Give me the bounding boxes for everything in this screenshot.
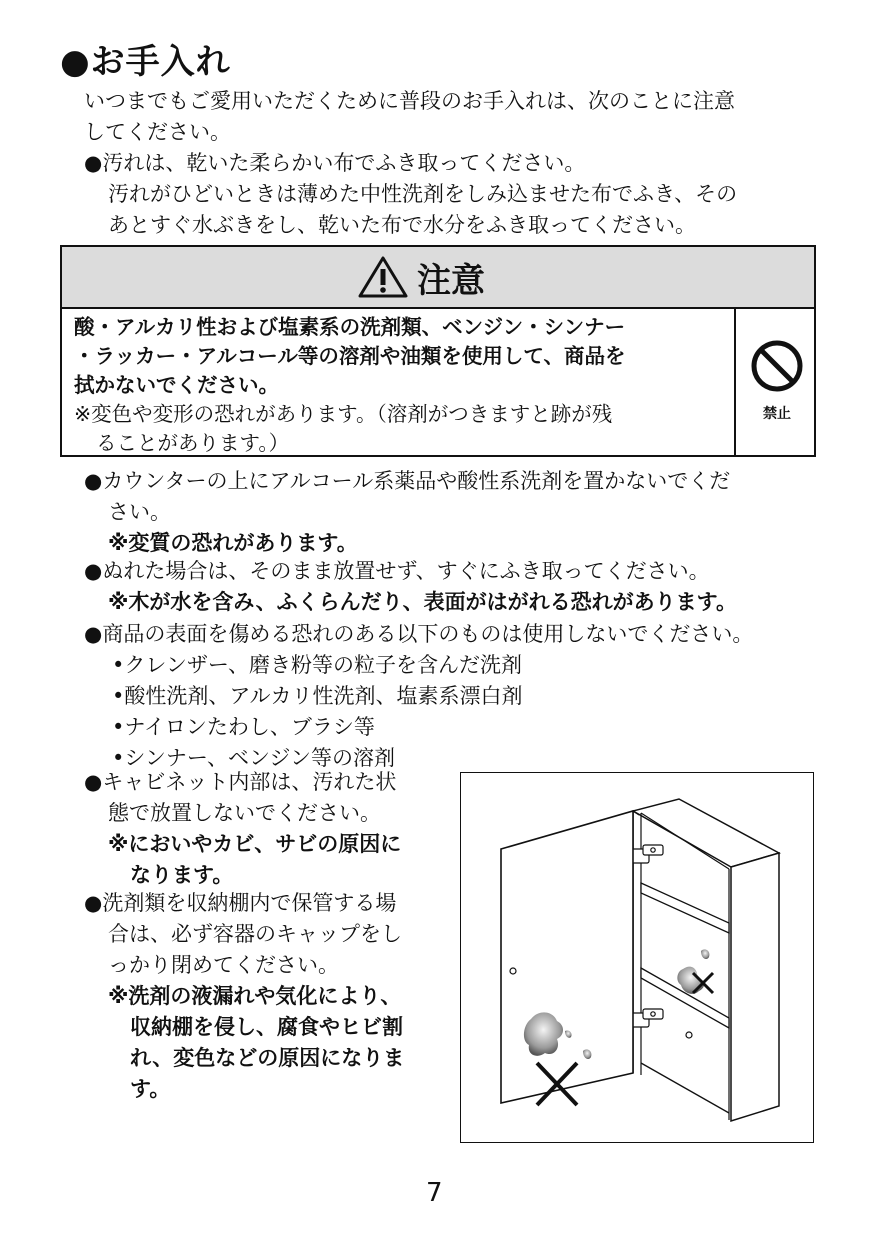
wet-note: ※木が水を含み、ふくらんだり、表面がはがれる恐れがあります。 [108,590,737,614]
cabinet-illustration [460,772,814,1143]
prohibit-label: 禁止 [763,406,791,422]
cabinet-line: ●キャビネット内部は、汚れた状 [84,770,397,794]
storage-line: ●洗剤類を収納棚内で保管する場 [84,891,397,915]
counter-text [84,466,730,559]
cabinet-note: なります。 [130,863,234,887]
cabinet-line: 態で放置しないでください。 [108,801,381,825]
surface-item: •シンナー、ベンジン等の溶剤 [112,746,395,770]
storage-note: ※洗剤の液漏れや気化により、 [108,984,402,1008]
page-number: 7 [426,1178,443,1208]
caution-box [60,245,816,457]
care-line: あとすぐ水ぶきをし、乾いた布で水分をふき取ってください。 [108,213,696,237]
caution-text [74,313,724,458]
care-text [84,148,737,241]
caution-bold-line: 酸・アルカリ性および塩素系の洗剤類、ベンジン・シンナー [74,315,626,339]
surface-line: ●商品の表面を傷める恐れのある以下のものは使用しないでください。 [84,622,754,646]
storage-line: っかり閉めてください。 [108,953,339,977]
cabinet-drawing [461,773,812,1141]
caution-note-line: ることがあります。） [96,431,290,455]
intro-line: いつまでもご愛用いただくために普段のお手入れは、次のことに注意 [84,89,735,113]
surface-item: •ナイロンたわし、ブラシ等 [112,715,375,739]
caution-header [62,247,814,309]
surface-item: •酸性洗剤、アルカリ性洗剤、塩素系漂白剤 [112,684,523,708]
storage-note: れ、変色などの原因になりま [130,1046,405,1070]
care-line: ●汚れは、乾いた柔らかい布でふき取ってください。 [84,151,586,175]
prohibit-icon [750,339,804,393]
storage-line: 合は、必ず容器のキャップをし [108,922,402,946]
caution-title: 注意 [417,261,485,301]
prohibit-panel [734,307,818,457]
intro-line: してください。 [84,120,231,144]
caution-note-line: ※変色や変形の恐れがあります。（溶剤がつきますと跡が残 [74,402,613,426]
counter-line: ●カウンターの上にアルコール系薬品や酸性系洗剤を置かないでくだ [84,469,731,493]
surface-item: •クレンザー、磨き粉等の粒子を含んだ洗剤 [112,653,523,677]
warning-triangle-icon [357,255,409,299]
cabinet-note: ※においやカビ、サビの原因に [108,832,402,856]
care-line: 汚れがひどいときは薄めた中性洗剤をしみ込ませた布でふき、その [108,182,738,206]
wet-text [84,556,737,618]
caution-bold-line: 拭かないでください。 [74,373,279,397]
storage-text [84,888,454,1105]
counter-note: ※変質の恐れがあります。 [108,531,358,555]
storage-note: す。 [130,1077,171,1101]
storage-note: 収納棚を侵し、腐食やヒビ割 [130,1015,403,1039]
cabinet-text [84,767,454,891]
section-title: ●お手入れ [60,42,231,82]
caution-bold-line: ・ラッカー・アルコール等の溶剤や油類を使用して、商品を [74,344,626,368]
counter-line: さい。 [108,500,171,524]
wet-line: ●ぬれた場合は、そのまま放置せず、すぐにふき取ってください。 [84,559,710,583]
intro-text [84,86,735,148]
surface-text [84,619,753,774]
